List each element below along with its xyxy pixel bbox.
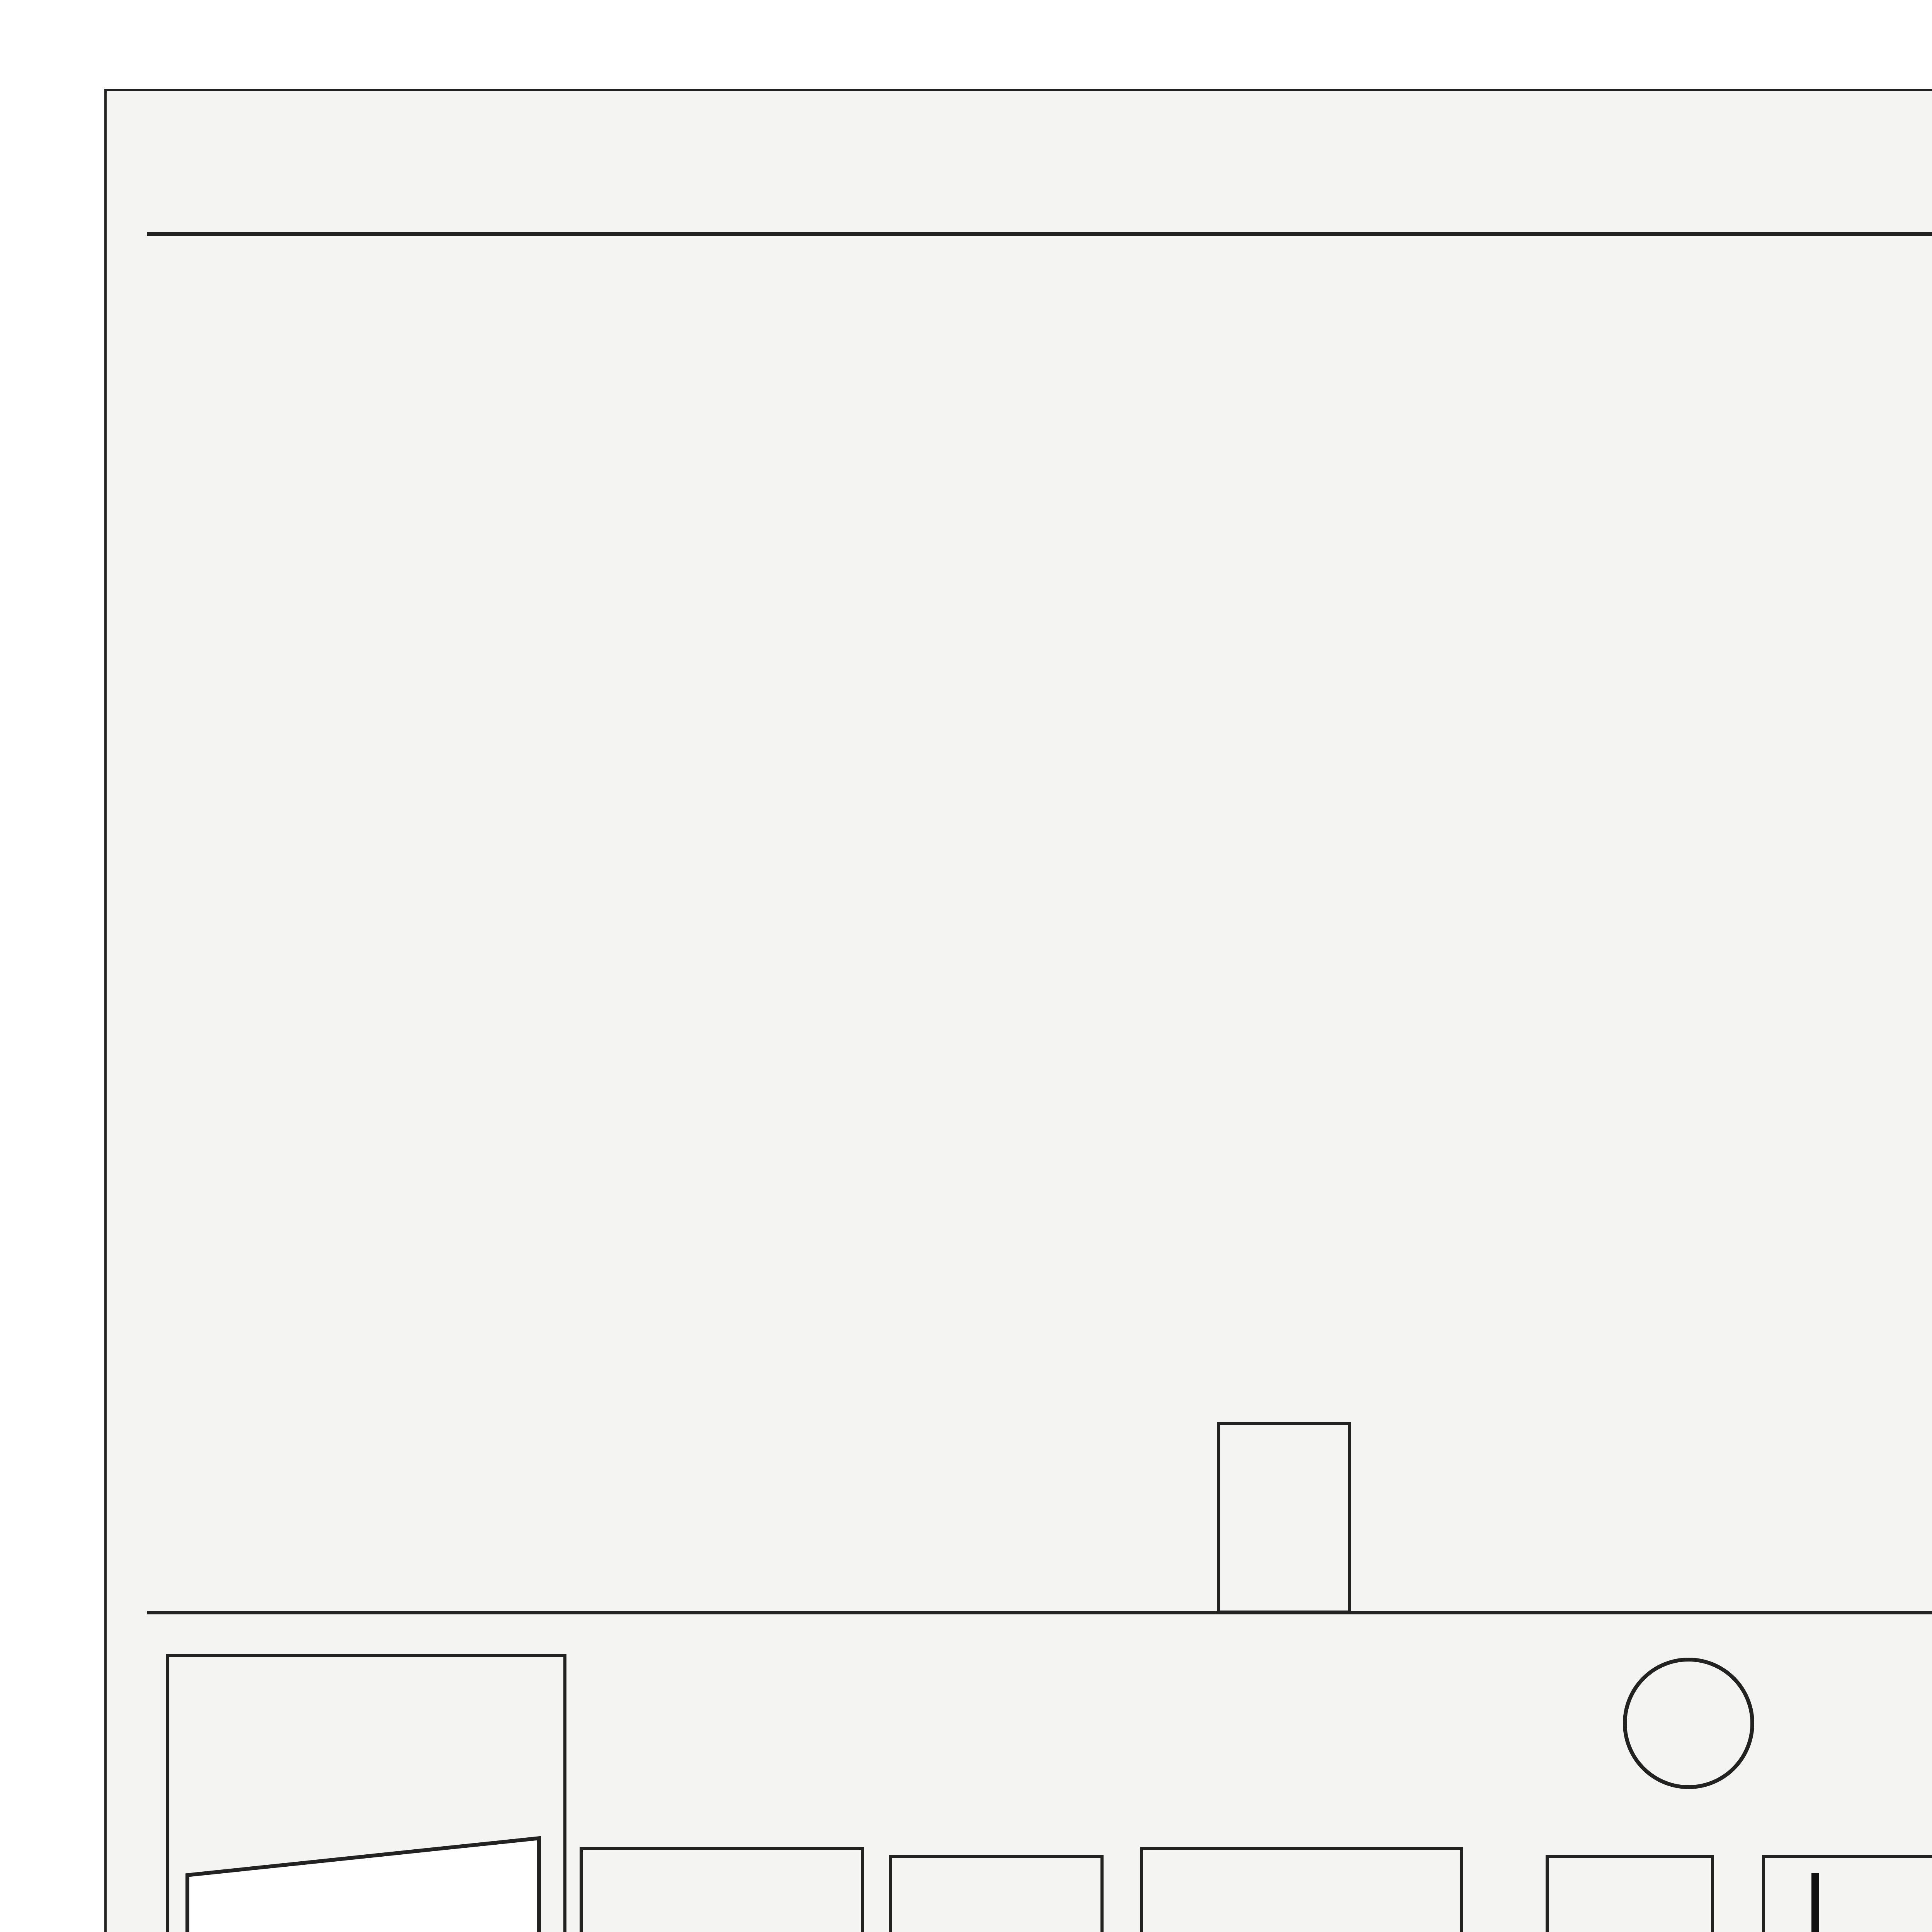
newspaper-title bbox=[850, 131, 1391, 294]
ad-huangzhen-plaster bbox=[1762, 1855, 1932, 1932]
ad-lemon-essence bbox=[580, 1847, 864, 1932]
issue-weekday bbox=[580, 193, 773, 224]
mid-rule bbox=[147, 1611, 1932, 1614]
ad-tianmin-ointment bbox=[889, 1855, 1104, 1932]
ad-huangzhen-title bbox=[1811, 1873, 1819, 1932]
issue-date bbox=[1372, 193, 1932, 224]
broadcast-schedule-box bbox=[1217, 1422, 1351, 1614]
market-seal-icon bbox=[1623, 1658, 1754, 1789]
ad-lemon-cough-syrup bbox=[1546, 1855, 1714, 1932]
page-number bbox=[162, 193, 433, 224]
ad-cough-lung-syrup bbox=[1140, 1847, 1463, 1932]
article-body-police bbox=[1198, 270, 1816, 811]
top-rule bbox=[147, 232, 1932, 236]
